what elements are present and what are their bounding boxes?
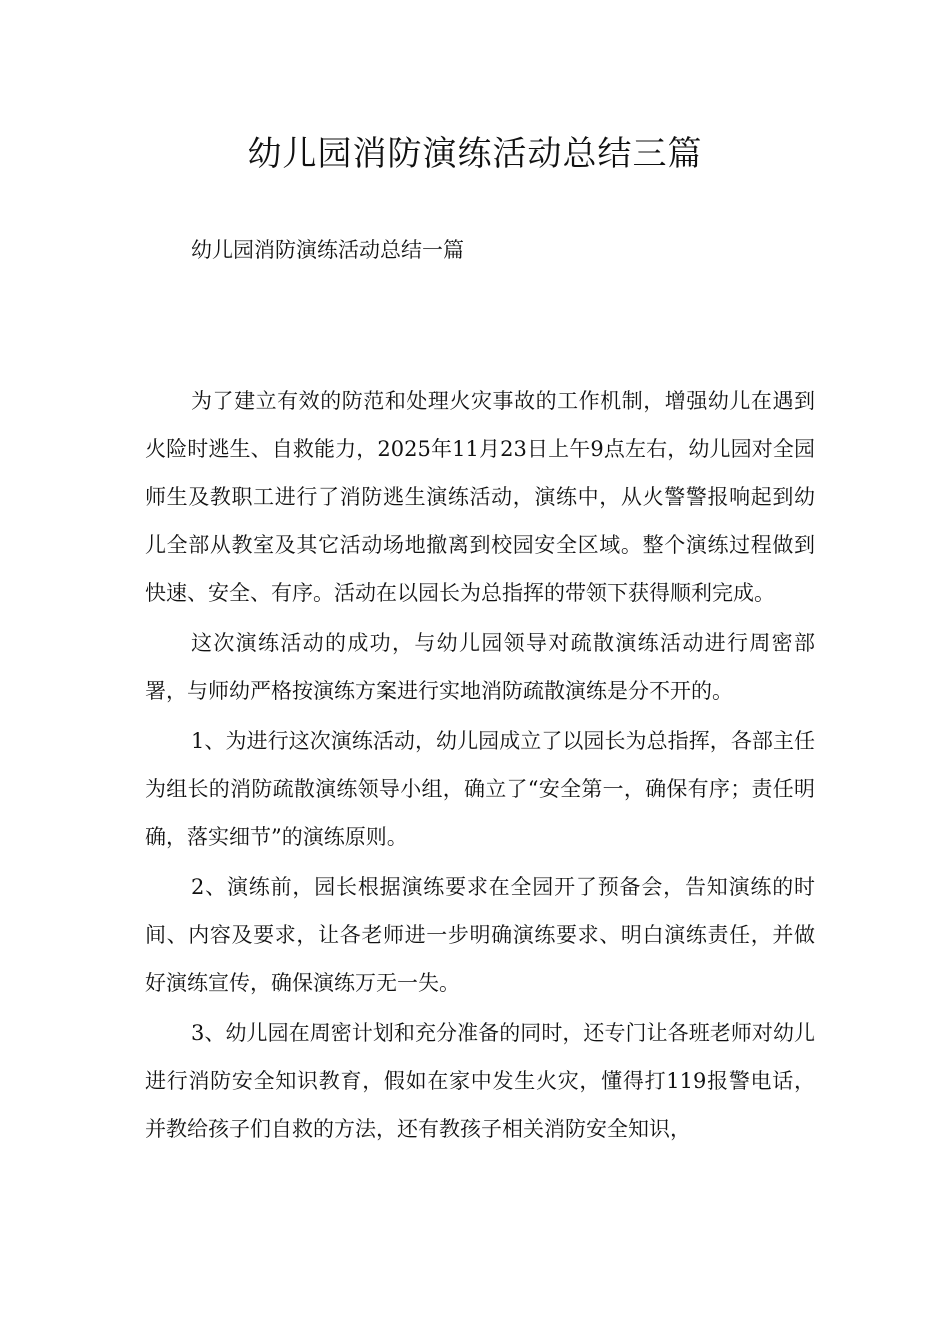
document-title: 幼儿园消防演练活动总结三篇 xyxy=(247,134,703,174)
paragraph-success: 这次演练活动的成功，与幼儿园领导对疏散演练活动进行周密部署，与师幼严格按演练方案进行实地消防疏散演练是分不开的。 xyxy=(145,631,815,703)
document-body xyxy=(145,377,815,1155)
paragraph-item-2: 2、演练前，园长根据演练要求在全园开了预备会，告知演练的时间、内容及要求，让各老师进一步明确演练要求、明白演练责任，并做好演练宣传，确保演练万无一失。 xyxy=(145,875,815,995)
paragraph-item-3: 3、幼儿园在周密计划和充分准备的同时，还专门让各班老师对幼儿进行消防安全知识教育，假如在家中发生火灾，懂得打119报警电话，并教给孩子们自救的方法，还有教孩子相关消防安全知识， xyxy=(145,1021,815,1141)
paragraph-item-1: 1、为进行这次演练活动，幼儿园成立了以园长为总指挥，各部主任为组长的消防疏散演练领导小组，确立了“安全第一，确保有序；责任明确，落实细节”的演练原则。 xyxy=(145,729,815,849)
paragraph-intro: 为了建立有效的防范和处理火灾事故的工作机制，增强幼儿在遇到火险时逃生、自救能力，2025年11月23日上午9点左右，幼儿园对全园师生及教职工进行了消防逃生演练活动，演练中，从火警警报响起到幼儿全部从教室及其它活动场地撤离到校园安全区域。整个演练过程做到快速、安全、有序。活动在以园长为总指挥的带领下获得顺利完成。 xyxy=(145,389,815,605)
document-subtitle: 幼儿园消防演练活动总结一篇 xyxy=(191,238,464,262)
